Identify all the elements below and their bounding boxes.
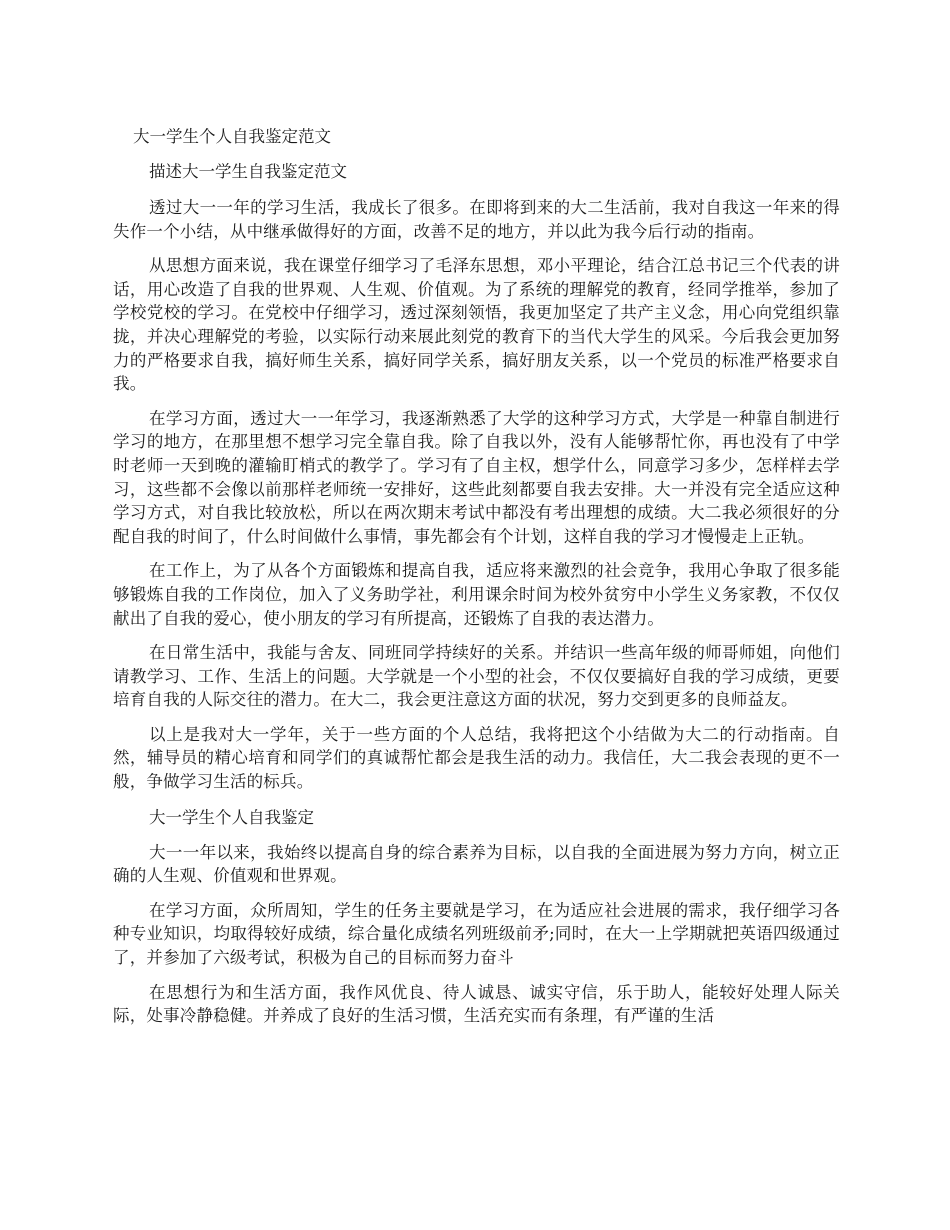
section-paragraph-conduct: 在思想行为和生活方面，我作风优良、待人诚恳、诚实守信，乐于助人，能较好处理人际关际，处事冷静稳健。并养成了良好的生活习惯，生活充实而有条理，有严谨的生活: [113, 982, 840, 1026]
document-title: 大一学生个人自我鉴定范文: [133, 127, 331, 146]
section-paragraph-study: 在学习方面，众所周知，学生的任务主要就是学习，在为适应社会进展的需求，我仔细学习各种专业知识，均取得较好成绩，综合量化成绩名列班级前矛;同时，在大一上学期就把英语四级通过了，并参加了六级考试，积极为自己的目标而努力奋斗: [113, 900, 840, 968]
document-subtitle: 描述大一学生自我鉴定范文: [149, 162, 347, 181]
section-paragraph-goal: 大一一年以来，我始终以提高自身的综合素养为目标，以自我的全面进展为努力方向，树立正确的人生观、价值观和世界观。: [113, 842, 840, 886]
paragraph-summary: 以上是我对大一学年，关于一些方面的个人总结，我将把这个小结做为大二的行动指南。自然，辅导员的精心培育和同学们的真诚帮忙都会是我生活的动力。我信任，大二我会表现的更不一般，争做学习生活的标兵。: [113, 724, 840, 792]
document-page: [113, 124, 840, 1039]
paragraph-intro: 透过大一一年的学习生活，我成长了很多。在即将到来的大二生活前，我对自我这一年来的得失作一个小结，从中继承做得好的方面，改善不足的地方，并以此为我今后行动的指南。: [113, 198, 840, 241]
paragraph-study: 在学习方面，透过大一一年学习，我逐渐熟悉了大学的这种学习方式，大学是一种靠自制进行学习的地方，在那里想不想学习完全靠自我。除了自我以外，没有人能够帮忙你，再也没有了中学时老师一天到晚的灌输盯梢式的教学了。学习有了自主权，想学什么，同意学习多少，怎样样去学习，这些都不会像以前那样老师统一安排好，这些此刻都要自我去安排。大一并没有完全适应这种学习方式，对自我比较放松，所以在两次期末考试中都没有考出理想的成绩。大二我必须很好的分配自我的时间了，什么时间做什么事情，事先都会有个计划，这样自我的学习才慢慢走上正轨。: [113, 408, 840, 546]
paragraph-daily-life: 在日常生活中，我能与舍友、同班同学持续好的关系。并结识一些高年级的师哥师姐，向他们请教学习、工作、生活上的问题。大学就是一个小型的社会，不仅仅要搞好自我的学习成绩，更要培育自我的人际交往的潜力。在大二，我会更注意这方面的状况，努力交到更多的良师益友。: [113, 643, 840, 710]
section-heading: 大一学生个人自我鉴定: [149, 807, 314, 827]
paragraph-work: 在工作上，为了从各个方面锻炼和提高自我，适应将来激烈的社会竞争，我用心争取了很多能够锻炼自我的工作岗位，加入了义务助学社，利用课余时间为校外贫穷中小学生义务家教，不仅仅献出了自我的爱心，使小朋友的学习有所提高，还锻炼了自我的表达潜力。: [113, 561, 840, 628]
paragraph-ideology: 从思想方面来说，我在课堂仔细学习了毛泽东思想，邓小平理论，结合江总书记三个代表的讲话，用心改造了自我的世界观、人生观、价值观。为了系统的理解党的教育，经同学推举，参加了学校党校的学习。在党校中仔细学习，透过深刻领悟，我更加坚定了共产主义念，用心向党组织靠拢，并决心理解党的考验，以实际行动来展此刻党的教育下的当代大学生的风采。今后我会更加努力的严格要求自我，搞好师生关系，搞好同学关系，搞好朋友关系，以一个党员的标准严格要求自我。: [113, 256, 840, 394]
